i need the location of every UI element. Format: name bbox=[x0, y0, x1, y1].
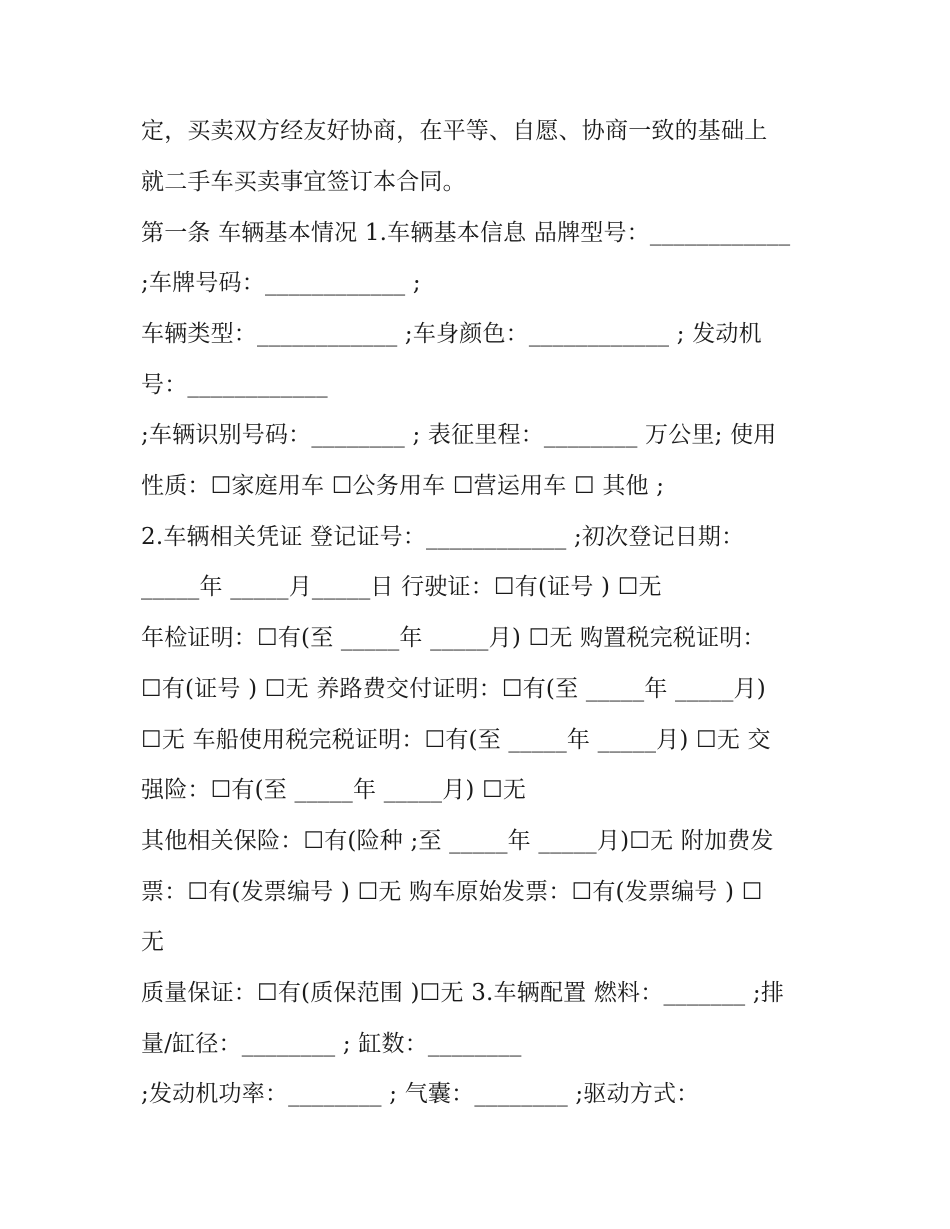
body-line-13: ☐无 车船使用税完税证明：☐有(至 _____年 _____月) ☐无 交 bbox=[141, 727, 771, 753]
body-line-3: 第一条 车辆基本情况 1.车辆基本信息 品牌型号：____________ bbox=[141, 220, 791, 246]
body-line-17: 无 bbox=[141, 929, 165, 955]
body-line-2: 就二手车买卖事宜签订本合同。 bbox=[141, 169, 466, 195]
body-line-6: 号：____________ bbox=[141, 372, 328, 398]
body-line-1: 定，买卖双方经友好协商，在平等、自愿、协商一致的基础上 bbox=[141, 118, 768, 144]
body-line-15: 其他相关保险：☐有(险种 ;至 _____年 _____月)☐无 附加费发 bbox=[141, 828, 774, 854]
body-line-10: _____年 _____月_____日 行驶证：☐有(证号 ) ☐无 bbox=[141, 574, 662, 600]
body-line-18: 质量保证：☐有(质保范围 )☐无 3.车辆配置 燃料：_______ ;排 bbox=[141, 980, 785, 1006]
body-line-11: 年检证明：☐有(至 _____年 _____月) ☐无 购置税完税证明： bbox=[141, 625, 766, 651]
body-line-19: 量/缸径：________ ; 缸数：________ bbox=[141, 1031, 522, 1057]
body-line-8: 性质：☐家庭用车 ☐公务用车 ☐营运用车 ☐ 其他 ; bbox=[141, 473, 665, 499]
body-line-20: ;发动机功率：________ ; 气囊：________ ;驱动方式： bbox=[141, 1081, 700, 1107]
body-line-14: 强险：☐有(至 _____年 _____月) ☐无 bbox=[141, 777, 527, 803]
body-line-9: 2.车辆相关凭证 登记证号：____________ ;初次登记日期： bbox=[141, 524, 745, 550]
body-line-4: ;车牌号码：____________ ; bbox=[141, 270, 421, 296]
body-line-16: 票：☐有(发票编号 ) ☐无 购车原始发票：☐有(发票编号 ) ☐ bbox=[141, 879, 763, 905]
body-line-12: ☐有(证号 ) ☐无 养路费交付证明：☐有(至 _____年 _____月) bbox=[141, 676, 766, 702]
body-line-5: 车辆类型：____________ ;车身颜色：____________ ; 发动机 bbox=[141, 321, 762, 347]
body-line-7: ;车辆识别号码：________ ; 表征里程：________ 万公里; 使用 bbox=[141, 422, 777, 448]
